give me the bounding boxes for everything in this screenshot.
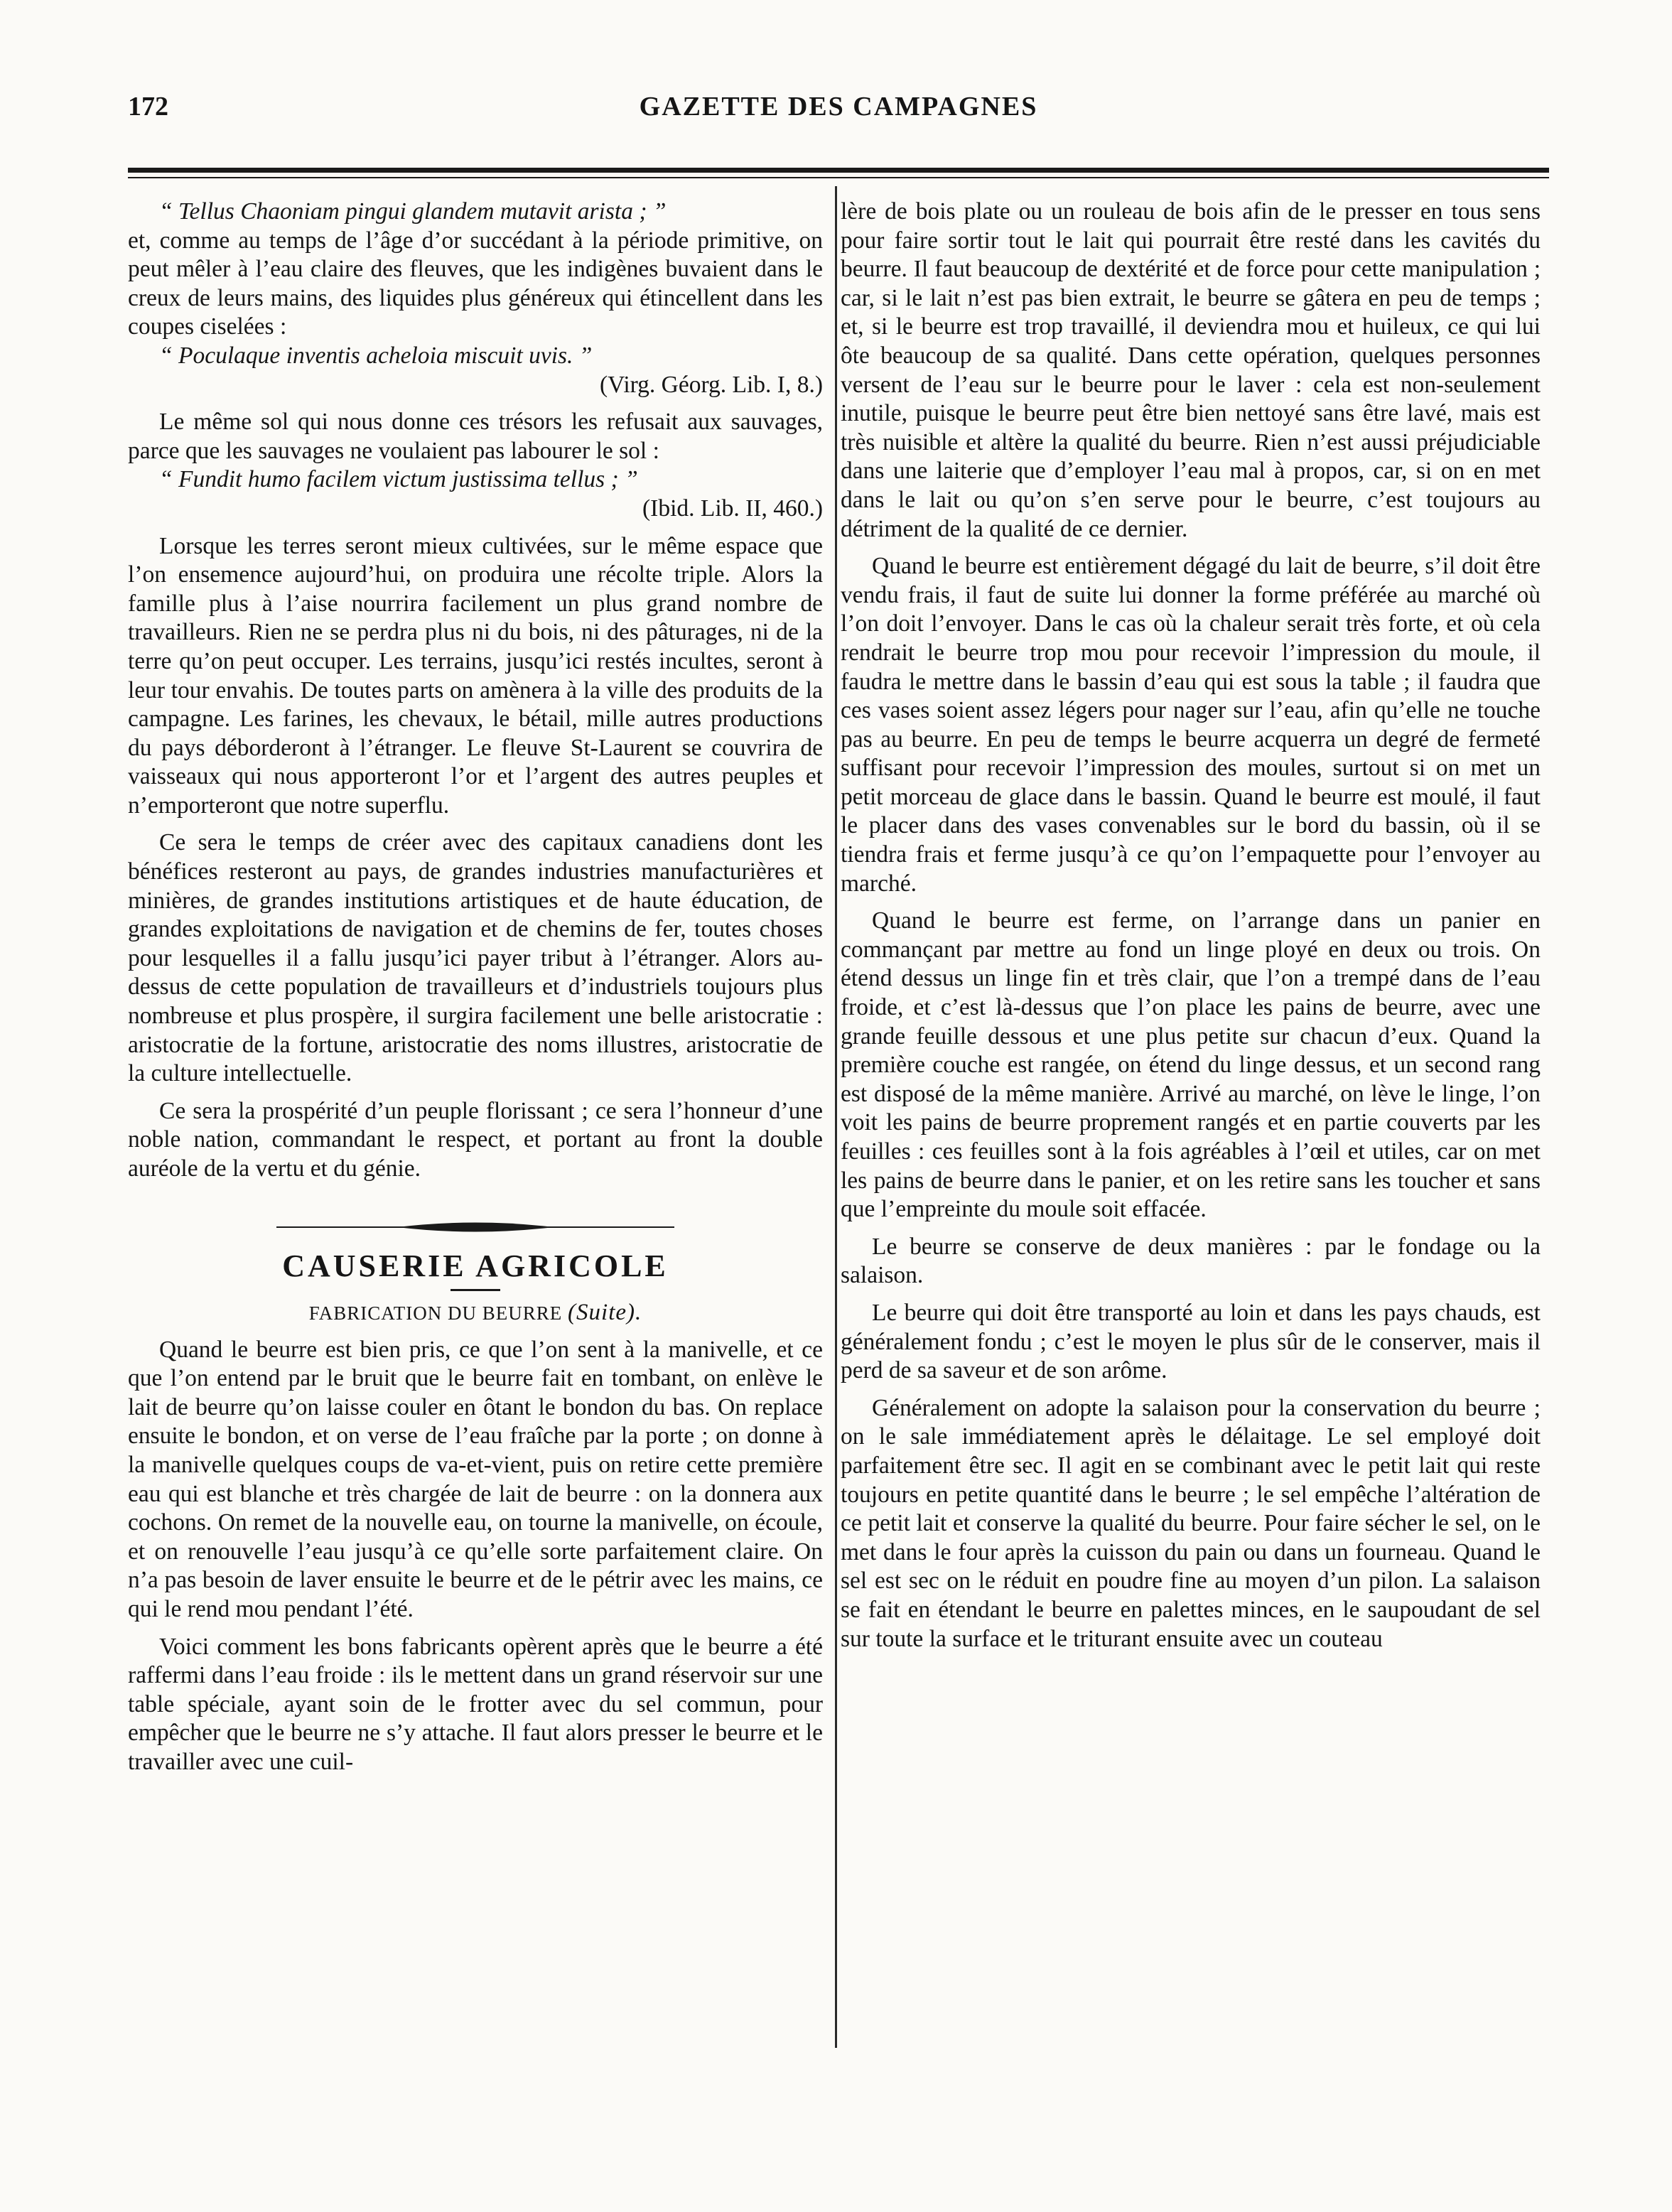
paragraph: Quand le beurre est entièrement dégagé du lait de beurre, s’il doit être vendu frais, il faut de suite lui donner la forme préférée au marché où l’on doit l’envoyer. Dans le cas où la chaleur serait très forte, et où cela rendrait le beurre trop mou pour recevoir l’impression du moule, il faudra le mettre dans le bassin d’eau qui est sous la table ; il faudra que ces vases soient assez légers pour nager sur l’eau, afin qu’elle ne touche pas au beurre. En peu de temps le beurre acquerra un degré de fermeté suffisant pour recevoir l’impression des moules, surtout si on met un petit morceau de glace dans le bassin. Quand le beurre est moulé, il faut le placer dans des vases convenables sur le bord du bassin, où il se tiendra frais et ferme jusqu’à ce qu’on l’empaquette pour l’envoyer au marché.: [841, 553, 1541, 897]
paragraph: Ce sera la prospérité d’un peuple florissant ; ce sera l’honneur d’une noble nation, commandant le respect, et portant au front la double auréole de la vertu et du génie.: [128, 1097, 823, 1182]
citation: (Virg. Géorg. Lib. I, 8.): [599, 371, 823, 398]
header-rule-thick: [128, 168, 1549, 173]
paragraph: Le beurre se conserve de deux manières : par le fondage ou la salaison.: [841, 1233, 1541, 1289]
latin-quote: “ Fundit humo facilem victum justissima tellus ; ”: [159, 466, 638, 493]
journal-title: GAZETTE DES CAMPAGNES: [639, 92, 1038, 122]
right-column: [841, 198, 1541, 1653]
page-number: 172: [128, 92, 168, 122]
paragraph: Généralement on adopte la salaison pour la conservation du beurre ; on le sale immédiatement après le délaitage. Le sel employé doit parfaitement être sec. Il agit en se combinant avec le petit lait qui reste toujours en petite quantité dans le beurre ; le sel empêche l’altération de ce petit lait et conserve la qualité du beurre. Pour faire sécher le sel, on le met dans le four après la cuisson du pain ou dans un fourneau. Quand le sel est sec on le réduit en poudre fine au moyen d’un pilon. La salaison se fait en étendant le beurre en palettes minces, en le saupoudant de sel sur toute la surface et le triturant ensuite avec un couteau: [841, 1394, 1541, 1652]
subtitle-suite: (Suite).: [568, 1299, 642, 1325]
paragraph: Lorsque les terres seront mieux cultivées, sur le même espace que l’on ensemence aujourd’hui, on produira une récolte triple. Alors la famille plus à l’aise nourrira facilement un plus grand nombre de travailleurs. Rien ne se perdra plus ni du bois, ni des pâturages, ni de la terre qu’on peut occuper. Les terrains, jusqu’ici restés incultes, seront à leur tour envahis. De toutes parts on amènera à la ville des produits de la campagne. Les farines, les chevaux, le bétail, mille autres productions du pays déborderont à l’étranger. Le fleuve St-Laurent se couvrira de vaisseaux qui nous apporteront l’or et l’argent des autres peuples et n’emporteront que notre superflu.: [128, 532, 823, 819]
paragraph: Quand le beurre est bien pris, ce que l’on sent à la manivelle, et ce que l’on entend par le bruit que le beurre fait en tombant, on enlève le lait de beurre qu’on laisse couler en ôtant le bondon du bas. On replace ensuite le bondon, et on verse de l’eau fraîche par la porte ; on donne à la manivelle quelques coups de va-et-vient, puis on retire cette première eau qui est blanche et très chargée de lait de beurre : on la donnera aux cochons. On remet de la nouvelle eau, on tourne la manivelle, on écoule, et on renouvelle l’eau jusqu’à ce qu’elle sorte parfaitement claire. On n’a pas besoin de laver ensuite le beurre et de le pétrir avec les mains, ce qui le rend mou pendant l’été.: [128, 1336, 823, 1622]
section-title: CAUSERIE AGRICOLE: [282, 1248, 669, 1283]
header-rule-thin: [128, 177, 1549, 178]
paragraph: Voici comment les bons fabricants opèrent après que le beurre a été raffermi dans l’eau froide : ils le mettent dans un grand réservoir sur une table spéciale, ayant soin de le frotter avec du sel commun, pour empêcher que le beurre ne s’y attache. Il faut alors presser le beurre et le travailler avec une cuil-: [128, 1633, 823, 1775]
paragraph: et, comme au temps de l’âge d’or succédant à la période primitive, on peut mêler à l’eau claire des fleuves, que les indigènes buvaient dans le creux de leurs mains, des liquides plus généreux qui étincellent dans les coupes ciselées :: [128, 227, 823, 340]
running-header: [128, 91, 1549, 141]
section-ornament: [276, 1219, 674, 1235]
latin-quote: “ Poculaque inventis acheloia miscuit uvis. ”: [159, 342, 593, 369]
section-subtitle: [128, 1298, 823, 1327]
title-rule: [451, 1289, 500, 1291]
paragraph: Ce sera le temps de créer avec des capitaux canadiens dont les bénéfices resteront au pays, de grandes industries manufacturières et minières, de grandes institutions artistiques et de haute éducation, de grandes exploitations de navigation et de chemins de fer, toutes choses pour lesquelles il a fallu jusqu’ici payer tribut à l’étranger. Alors au-dessus de cette population de travailleurs et d’industriels toujours plus nombreuse et plus prospère, il surgira facilement une belle aristocratie : aristocratie de la fortune, aristocratie des noms illustres, aristocratie de la culture intellectuelle.: [128, 829, 823, 1087]
column-divider: [835, 186, 837, 2048]
left-column: [128, 198, 823, 1777]
paragraph: lère de bois plate ou un rouleau de bois afin de le presser en tous sens pour faire sortir tout le lait qui pourrait être resté dans les cavités du beurre. Il faut beaucoup de dextérité et de force pour cette manipulation ; car, si le lait n’est pas bien extrait, le beurre se gâtera en peu de temps ; et, si le beurre est trop travaillé, il deviendra mou et huileux, ce qui lui ôte beaucoup de sa qualité. Dans cette opération, quelques personnes versent de l’eau sur le beurre pour le laver : cela est non-seulement inutile, puisque le beurre peut être bien nettoyé sans être lavé, mais est très nuisible et altère la qualité du beurre. Rien n’est aussi préjudiciable dans une laiterie que d’employer l’eau mal à propos, car, si on en met dans le lait ou qu’on s’en serve pour le beurre, c’est toujours au détriment de la qualité de ce dernier.: [841, 198, 1541, 542]
subtitle-main: FABRICATION DU BEURRE: [308, 1302, 563, 1324]
paragraph: Le beurre qui doit être transporté au loin et dans les pays chauds, est généralement fondu ; c’est le moyen le plus sûr de le conserver, mais il perd de sa saveur et de son arôme.: [841, 1299, 1541, 1384]
latin-quote: “ Tellus Chaoniam pingui glandem mutavit arista ; ”: [159, 198, 667, 225]
paragraph: Le même sol qui nous donne ces trésors les refusait aux sauvages, parce que les sauvages ne voulaient pas labourer le sol :: [128, 409, 823, 464]
citation: (Ibid. Lib. II, 460.): [642, 495, 823, 522]
paragraph: Quand le beurre est ferme, on l’arrange dans un panier en commançant par mettre au fond un linge ployé en deux ou trois. On étend dessus un linge fin et très clair, que l’on a trempé dans de l’eau froide, et c’est là-dessus que l’on place les pains de beurre, avec une grande feuille dessous et une plus petite sur chacun d’eux. Quand la première couche est rangée, on étend du linge dessus, et un second rang est disposé de la même manière. Arrivé au marché, on lève le linge, l’on voit les pains de beurre proprement rangés et en partie couverts par les feuilles : ces feuilles sont à la fois agréables à l’œil et utiles, car on met les pains de beurre dans le panier, et on les retire sans les toucher et sans que l’empreinte du moule soit effacée.: [841, 907, 1541, 1223]
